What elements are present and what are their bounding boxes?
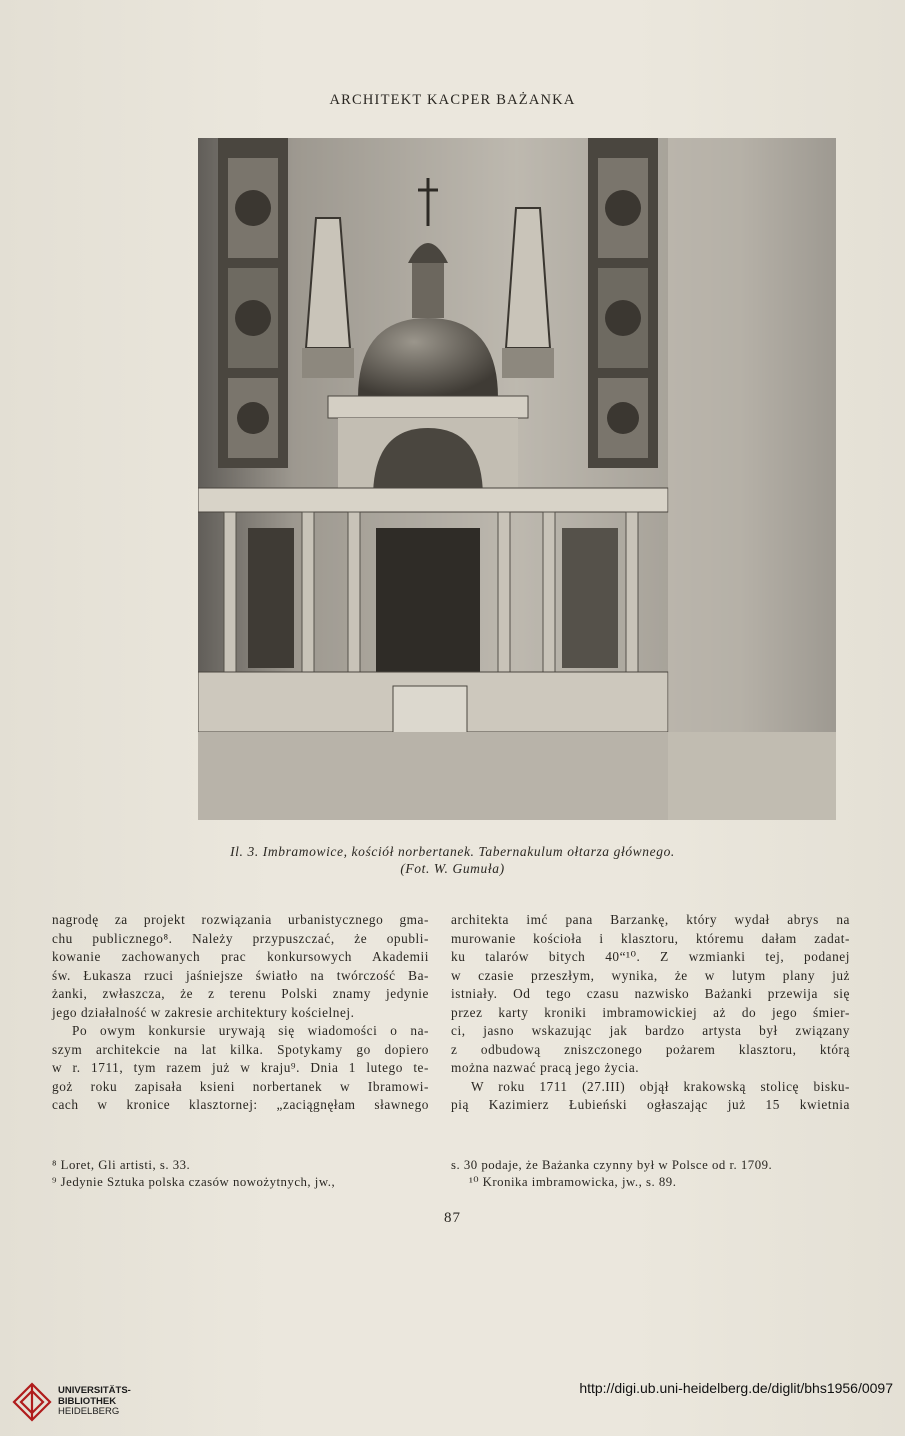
- left-line: w r. 1711, tym razem już w kraju⁹. Dnia 1 lutego te-: [52, 1060, 429, 1075]
- footnote: ⁹ Jedynie Sztuka polska czasów nowożytnych, jw.,: [52, 1175, 336, 1189]
- right-line: można nazwać pracą jego życia.: [451, 1060, 640, 1075]
- left-line: szym architekcie na lat kilka. Spotykamy go dopiero: [52, 1041, 429, 1057]
- left-line: nagrodę za projekt rozwiązania urbanistycznego gma-: [52, 912, 429, 927]
- logo-line-2: BIBLIOTHEK: [58, 1395, 117, 1407]
- right-line: istniały. Od tego czasu nazwisko Bażanki przewija się: [451, 986, 850, 1001]
- figure-caption: [0, 843, 905, 877]
- permalink-url[interactable]: http://digi.ub.uni-heidelberg.de/diglit/bhs1956/0097: [579, 1380, 893, 1396]
- right-line: z odbudową zniszczonego pożarem klasztoru, którą: [451, 1041, 850, 1057]
- footnote: s. 30 podaje, że Bażanka czynny był w Polsce od r. 1709.: [451, 1158, 773, 1172]
- running-head: ARCHITEKT KACPER BAŻANKA: [329, 92, 576, 108]
- left-line: goż roku zapisała ksieni norbertanek w Ibramowi-: [52, 1078, 429, 1094]
- footnotes-left: [52, 1157, 432, 1191]
- library-logo[interactable]: [12, 1380, 172, 1424]
- library-logo-icon: [12, 1382, 52, 1422]
- right-line: architekta imć pana Barzankę, który wydał abrys na: [451, 912, 850, 927]
- footnote: ¹⁰ Kronika imbramowicka, jw., s. 89.: [469, 1175, 677, 1189]
- footnotes-right: [451, 1157, 853, 1191]
- left-line: cach w kronice klasztornej: „zaciągnęłam sławnego: [52, 1097, 429, 1112]
- right-line: W roku 1711 (27.III) objął krakowską stolicę bisku-: [471, 1078, 850, 1094]
- left-line: kowanie zachowanych prac konkursowych Akademii: [52, 949, 429, 964]
- caption-line-1: Il. 3. Imbramowice, kościół norbertanek. Tabernakulum ołtarza głównego.: [230, 844, 675, 859]
- left-line: chu publicznego⁸. Należy przypuszczać, że opubli-: [52, 930, 429, 946]
- library-logo-text: [58, 1386, 131, 1418]
- altar-photo-drawing: [198, 138, 836, 820]
- left-column: [52, 911, 429, 1115]
- logo-line-1: UNIVERSITÄTS-: [58, 1385, 131, 1397]
- caption-line-2: (Fot. W. Gumuła): [400, 861, 505, 876]
- left-line: żanki, zwłaszcza, że z terenu Polski znamy jedynie: [52, 986, 429, 1001]
- right-line: przez karty kroniki imbramowickiej aż do jego śmier-: [451, 1004, 850, 1020]
- right-column: [451, 911, 850, 1115]
- footnote: ⁸ Loret, Gli artisti, s. 33.: [52, 1158, 191, 1172]
- page-number: 87: [444, 1210, 461, 1226]
- logo-line-3: HEIDELBERG: [58, 1406, 120, 1418]
- right-line: ci, jasno wskazując jak bardzo artysta był związany: [451, 1023, 850, 1038]
- right-line: murowanie kościoła i klasztoru, któremu dałam zadat-: [451, 930, 850, 946]
- right-line: ku talarów bitych 40“¹⁰. Z wzmianki tej, podanej: [451, 949, 850, 964]
- left-line: jego działalność w zakresie architektury kościelnej.: [52, 1004, 355, 1020]
- right-line: w czasie przeszłym, wynika, że w lutym plany już: [451, 967, 850, 983]
- left-line: św. Łukasza rzuci jaśniejsze światło na twórczość Ba-: [52, 967, 429, 983]
- altar-photo: [198, 138, 836, 820]
- right-line: pią Kazimierz Łubieński ogłaszając już 15 kwietnia: [451, 1097, 850, 1112]
- left-line: Po owym konkursie urywają się wiadomości o na-: [72, 1023, 429, 1038]
